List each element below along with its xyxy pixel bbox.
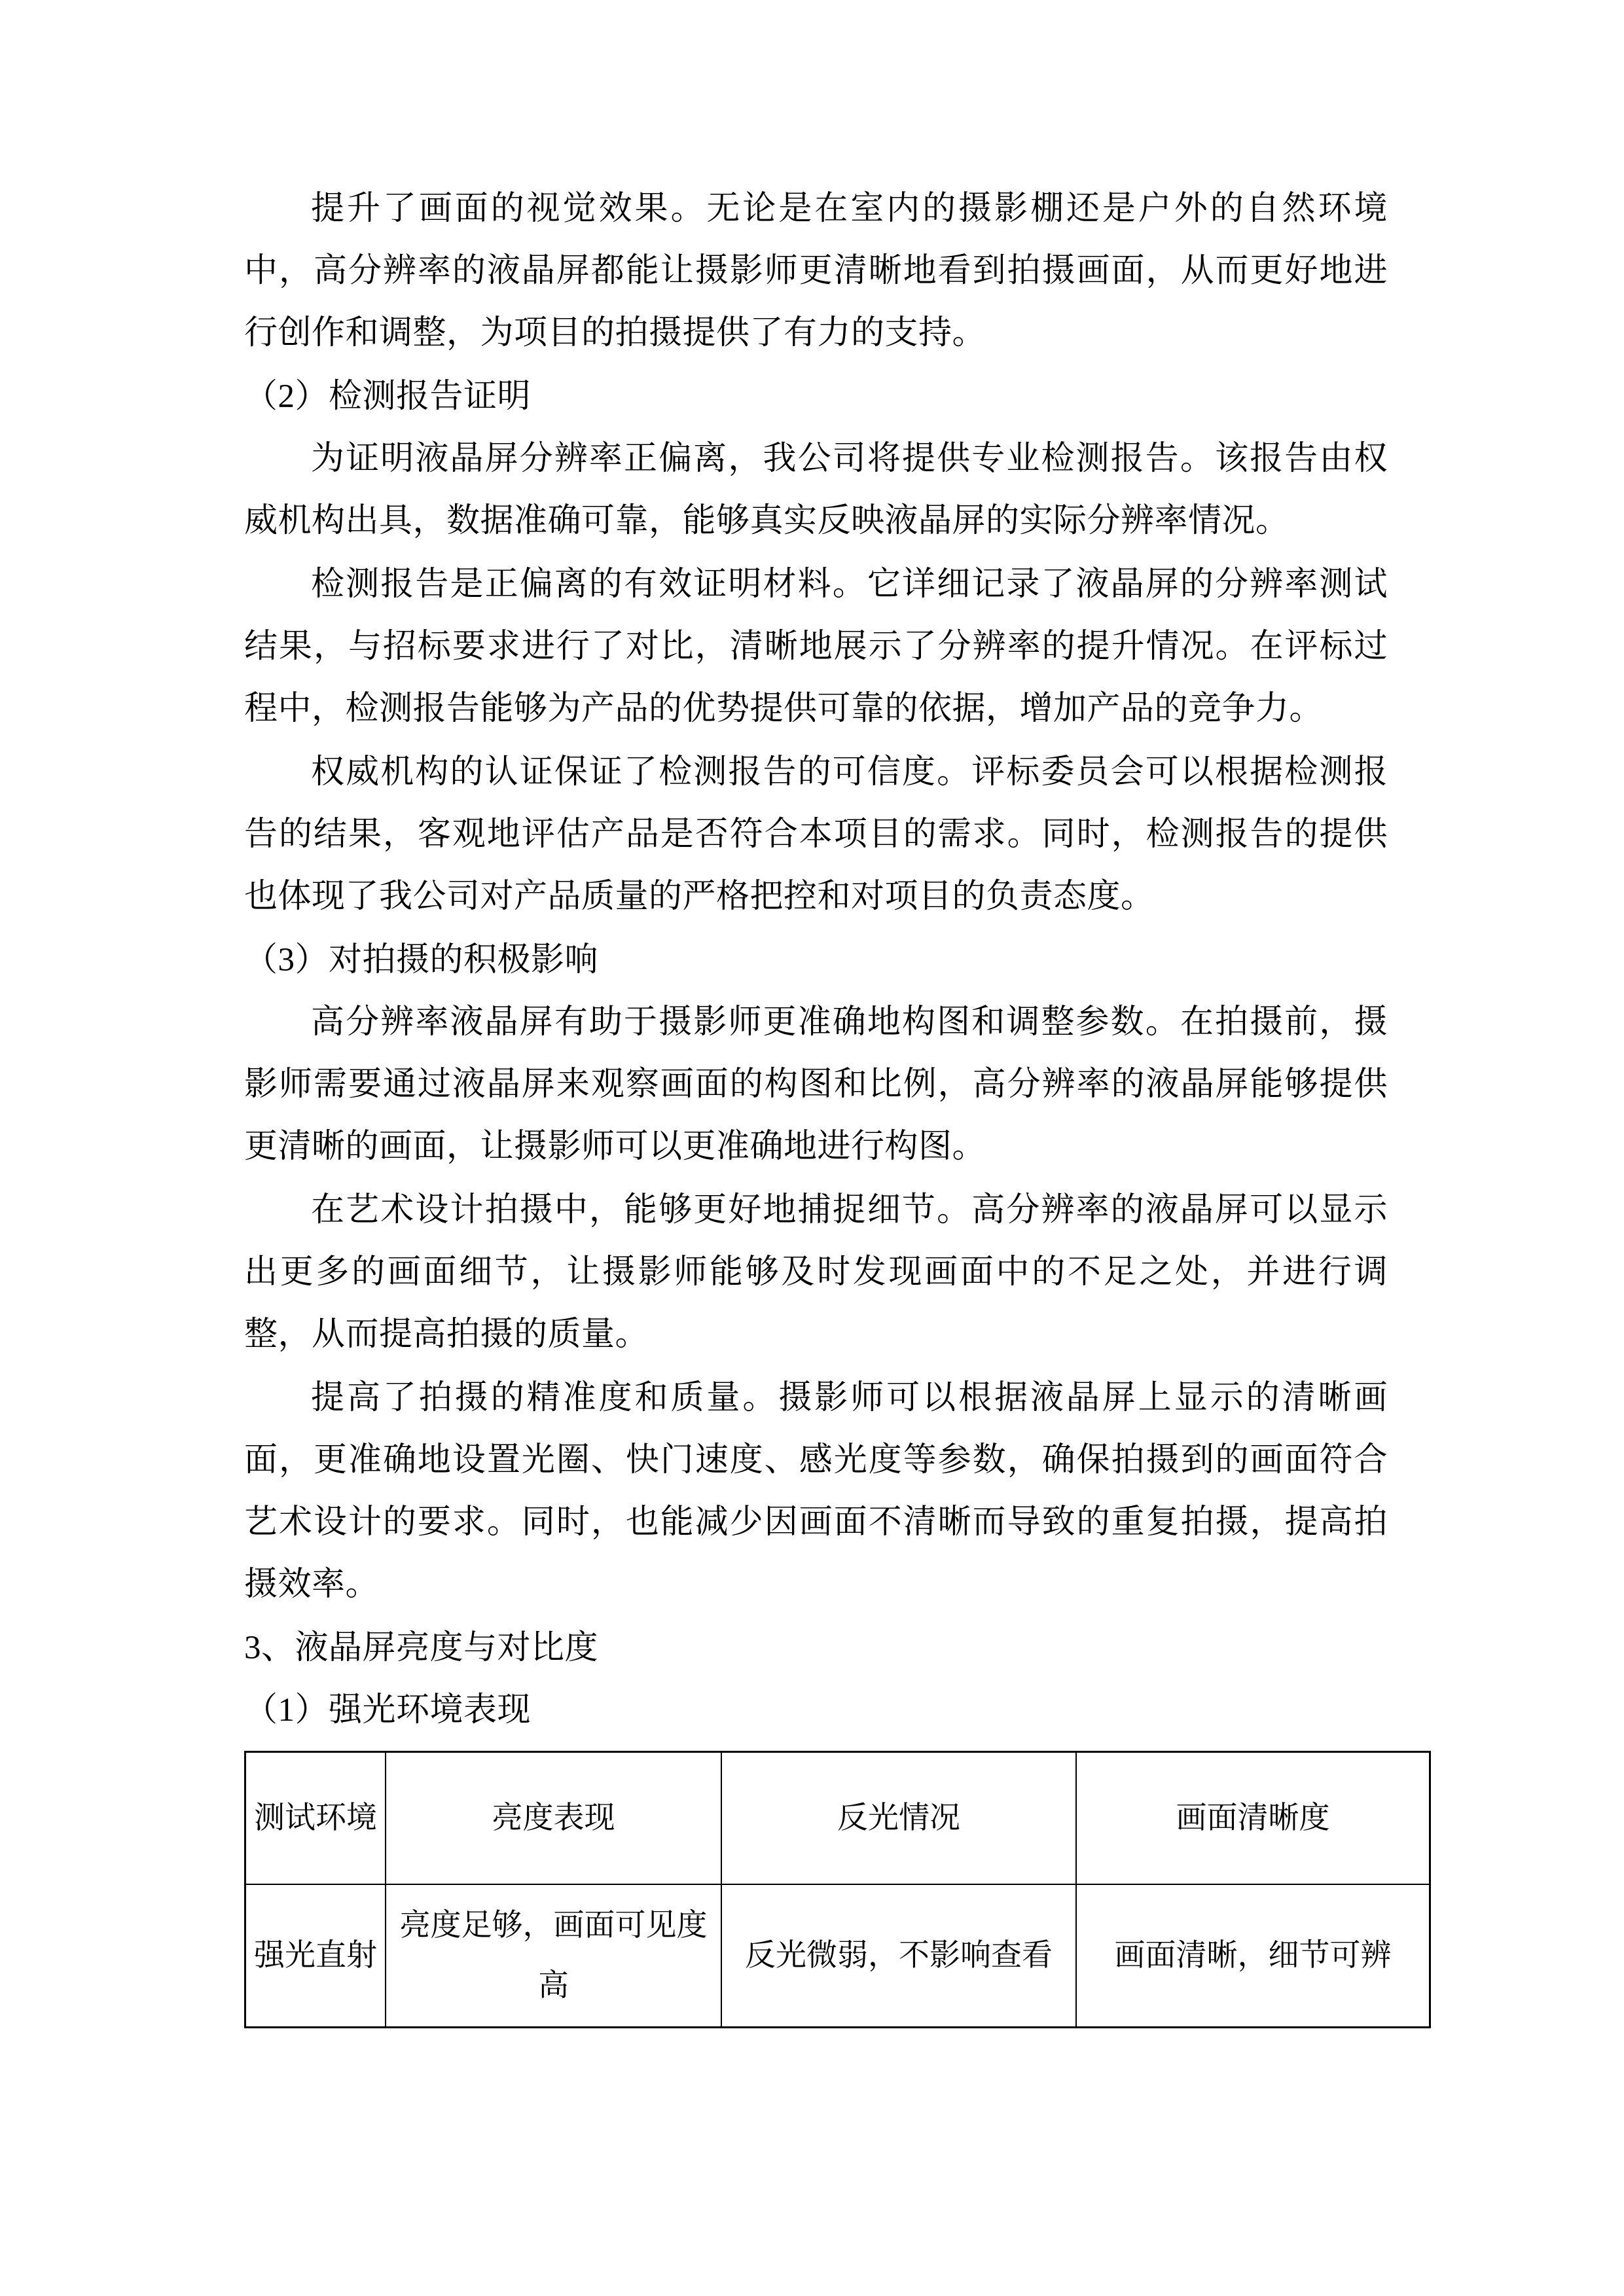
table-header-cell-environment: 测试环境 [245, 1752, 386, 1885]
heading-3-shooting-impact: （3）对拍摄的积极影响 [244, 942, 599, 978]
table-cell-brightness: 亮度足够，画面可见度高 [386, 1884, 721, 2028]
paragraph-authority-certification: 权威机构的认证保证了检测报告的可信度。评标委员会可以根据检测报告的结果，客观地评估产品是否符合本项目的需求。同时，检测报告的提供也体现了我公司对产品质量的严格把控和对项目的负责态度。 [244, 754, 1388, 915]
paragraph-test-report-provided: 为证明液晶屏分辨率正偏离，我公司将提供专业检测报告。该报告由权威机构出具，数据准确可靠，能够真实反映液晶屏的实际分辨率情况。 [244, 440, 1388, 539]
table-header-row [245, 1752, 1430, 1885]
paragraph-composition-parameters: 高分辨率液晶屏有助于摄影师更准确地构图和调整参数。在拍摄前，摄影师需要通过液晶屏来观察画面的构图和比例，高分辨率的液晶屏能够提供更清晰的画面，让摄影师可以更准确地进行构图。 [244, 1004, 1388, 1165]
strong-light-performance-table [244, 1751, 1431, 2028]
section-heading-3-brightness-contrast: 3、液晶屏亮度与对比度 [244, 1630, 599, 1666]
page-content [244, 178, 1392, 2028]
table-row [245, 1884, 1430, 2028]
heading-1-strong-light: （1）强光环境表现 [244, 1692, 532, 1729]
table-header-cell-brightness: 亮度表现 [386, 1752, 721, 1885]
paragraph-visual-effect: 提升了画面的视觉效果。无论是在室内的摄影棚还是户外的自然环境中，高分辨率的液晶屏都能让摄影师更清晰地看到拍摄画面，从而更好地进行创作和调整，为项目的拍摄提供了有力的支持。 [244, 190, 1388, 351]
table-container [244, 1751, 1392, 2028]
table-header-cell-glare: 反光情况 [721, 1752, 1076, 1885]
paragraph-precision-quality: 提高了拍摄的精准度和质量。摄影师可以根据液晶屏上显示的清晰画面，更准确地设置光圈、快门速度、感光度等参数，确保拍摄到的画面符合艺术设计的要求。同时，也能减少因画面不清晰而导致的重复拍摄，提高拍摄效率。 [244, 1380, 1388, 1603]
table-cell-clarity: 画面清晰，细节可辨 [1076, 1884, 1430, 2028]
heading-2-test-report: （2）检测报告证明 [244, 378, 532, 415]
table-header-cell-clarity: 画面清晰度 [1076, 1752, 1430, 1885]
table-cell-environment: 强光直射 [245, 1884, 386, 2028]
table-cell-glare: 反光微弱，不影响查看 [721, 1884, 1076, 2028]
paragraph-test-report-evidence: 检测报告是正偏离的有效证明材料。它详细记录了液晶屏的分辨率测试结果，与招标要求进行了对比，清晰地展示了分辨率的提升情况。在评标过程中，检测报告能够为产品的优势提供可靠的依据，增加产品的竞争力。 [244, 566, 1388, 727]
paragraph-capture-details: 在艺术设计拍摄中，能够更好地捕捉细节。高分辨率的液晶屏可以显示出更多的画面细节，让摄影师能够及时发现画面中的不足之处，并进行调整，从而提高拍摄的质量。 [244, 1192, 1388, 1353]
